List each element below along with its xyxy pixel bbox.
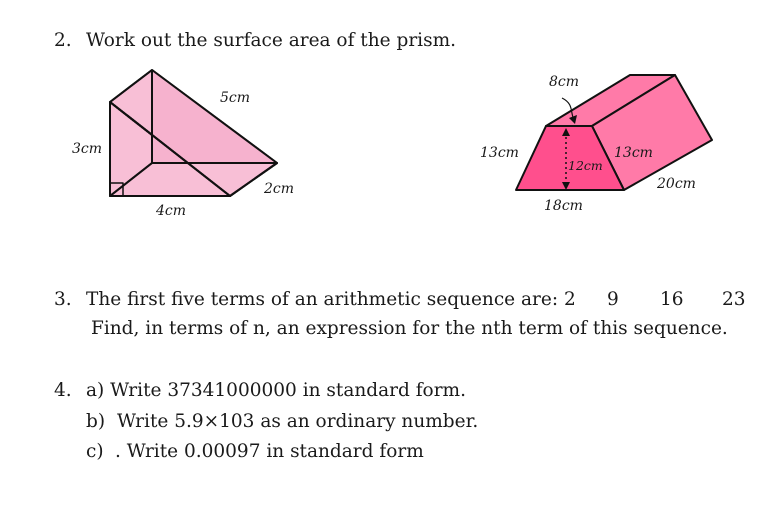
q3-text: The first five terms of an arithmetic sequence are: 2 bbox=[86, 289, 576, 310]
q3-term-9: 9 bbox=[607, 289, 619, 310]
prism1-depth-label: 2cm bbox=[264, 181, 295, 197]
q2-number: 2. bbox=[54, 30, 72, 51]
prism2-length-label: 20cm bbox=[657, 176, 696, 192]
trapezoidal-prism bbox=[516, 75, 712, 190]
prism2-left-label: 13cm bbox=[480, 145, 519, 161]
q3-line2: Find, in terms of n, an expression for the nth term of this sequence. bbox=[91, 318, 728, 339]
q4-part-b: Write 5.9×103 as an ordinary number. bbox=[117, 411, 479, 432]
q4-part-c: . Write 0.00097 in standard form bbox=[115, 441, 424, 462]
q3-term-23: 23 bbox=[722, 289, 746, 310]
prism1-base-label: 4cm bbox=[156, 203, 187, 219]
prism2-bottom-label: 18cm bbox=[544, 198, 583, 214]
q3-number: 3. bbox=[54, 289, 72, 310]
q3-term-16: 16 bbox=[660, 289, 684, 310]
q4-part-b-label: b) bbox=[86, 411, 106, 432]
q2-text: Work out the surface area of the prism. bbox=[86, 30, 456, 51]
q4-part-c-label: c) bbox=[86, 441, 104, 462]
prism1-height-label: 3cm bbox=[72, 141, 103, 157]
triangular-prism bbox=[110, 70, 277, 196]
prism2-top-label: 8cm bbox=[549, 74, 580, 90]
prism2-height-label: 12cm bbox=[568, 158, 603, 173]
prism2-right-label: 13cm bbox=[614, 145, 653, 161]
prism1-slant-label: 5cm bbox=[220, 90, 251, 106]
q4-number: 4. bbox=[54, 380, 72, 401]
q4-part-a: a) Write 37341000000 in standard form. bbox=[86, 380, 466, 401]
